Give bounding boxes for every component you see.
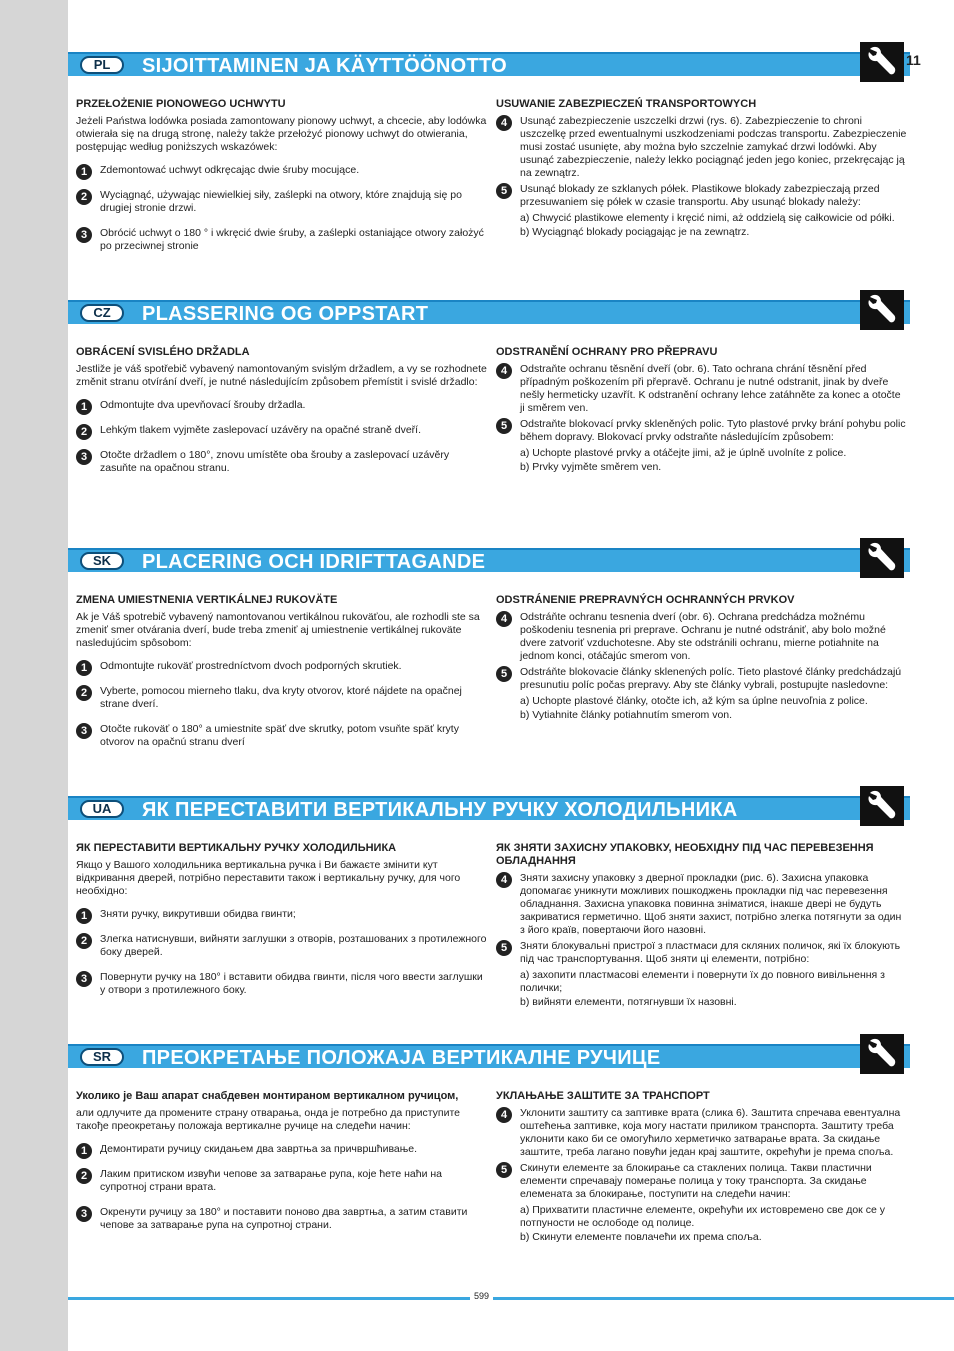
- left-column: [76, 346, 488, 487]
- step-text: Зняти ручку, викрутивши обидва гвинти;: [100, 908, 296, 920]
- wrench-icon: [860, 290, 904, 330]
- instruction-step: [496, 1162, 908, 1201]
- instruction-step: [496, 363, 908, 415]
- instruction-step: [496, 611, 908, 663]
- language-badge: UA: [80, 800, 124, 818]
- sub-step-item: a) Uchopte plastové prvky a otáčejte jimi, až je úplně uvolníte z police.: [520, 447, 847, 459]
- step-text: Otočte rukoväť o 180° a umiestnite späť dve skrutky, potom vsuňte späť kryty otvorov na opačnú stranu dverí: [100, 723, 459, 748]
- section-header-band: [68, 1044, 910, 1068]
- sub-steps: [496, 1204, 908, 1244]
- step-number-icon: 1: [76, 908, 92, 924]
- left-intro: Jestliže je váš spotřebič vybavený namontovaným svislým držadlem, a vy se rozhodnete změnit stranu otvírání dveří, je nutné následujícím způsobem přemístit i svislé držadlo:: [76, 363, 487, 388]
- step-text: Odstráňte ochranu tesnenia dverí (obr. 6). Ochrana predchádza možnému poškodeniu tesnenia pri preprave. Ochranu je nutné odstrániť, aby bolo možné dvere zatvoriť vzduchotesne. Aby ste odstránili ochranu, mierne potiahnite na jednom konci, otáčajúc smerom von.: [520, 611, 886, 662]
- step-text: Окренути ручицу за 180° и поставити поново два завртња, а затим ставити чепове за затварање рупа на супротној страни.: [100, 1206, 468, 1231]
- sub-step-item: b) Vytiahnite články potiahnutím smerom von.: [520, 709, 733, 721]
- step-text: Демонтирати ручицу скидањем два завртња за причвршћивање.: [100, 1143, 418, 1155]
- step-text: Wyciągnąć, używając niewielkiej siły, zaślepki na otwory, które znajdują się po drugiej stronie drzwi.: [100, 189, 462, 214]
- right-heading: ЯК ЗНЯТИ ЗАХИСНУ УПАКОВКУ, НЕОБХІДНУ ПІД ЧАС ПЕРЕВЕЗЕННЯ ОБЛАДНАННЯ: [496, 842, 874, 867]
- step-number-icon: 3: [76, 1206, 92, 1222]
- step-text: Odstraňte blokovací prvky skleněných polic. Tyto plastové prvky brání pohybu polic během dopravy. Blokovací prvky odstraňte následujícím způsobem:: [520, 418, 906, 443]
- step-text: Odstráňte blokovacie články sklenených políc. Tieto plastové články predchádzajú presunutiu políc počas prepravy. Aby ste články vybrali, postupujte nasledovne:: [520, 666, 902, 691]
- wrench-icon: [860, 538, 904, 578]
- instruction-step: [76, 424, 488, 437]
- language-badge: SK: [80, 552, 124, 570]
- right-heading: ODSTRÁNENIE PREPRAVNÝCH OCHRANNÝCH PRVKOV: [496, 594, 795, 606]
- right-heading: ODSTRANĚNÍ OCHRANY PRO PŘEPRAVU: [496, 346, 718, 358]
- step-number-icon: 5: [496, 1162, 512, 1178]
- step-text: Зняти захисну упаковку з дверної прокладки (рис. 6). Захисна упаковка допомагає уникнути можливих пошкоджень прокладки під час перевезення обладнання. Захисна упаковка повинна зніматися, інакше двері не будуть закриватися герметично. Щоб зняти захист, потрібно злегка потягнути за один з його країв, повертаючи його назовні.: [520, 872, 902, 936]
- instruction-step: [496, 418, 908, 444]
- step-number-icon: 1: [76, 660, 92, 676]
- step-number-icon: 4: [496, 363, 512, 379]
- right-heading: USUWANIE ZABEZPIECZEŃ TRANSPORTOWYCH: [496, 98, 757, 110]
- step-number-icon: 3: [76, 723, 92, 739]
- right-column: [496, 594, 908, 723]
- instruction-step: [76, 399, 488, 412]
- right-column: [496, 98, 908, 240]
- step-text: Odmontujte rukoväť prostredníctvom dvoch podporných skrutiek.: [100, 660, 402, 672]
- instruction-step: [76, 660, 488, 673]
- sub-step-item: b) Wyciągnąć blokady pociągając je na zewnątrz.: [520, 226, 750, 238]
- wrench-icon: [860, 786, 904, 826]
- step-text: Зняти блокувальні пристрої з пластмаси для скляних поличок, які їх блокують під час транспортування. Щоб зняти ці елементи, потрібно:: [520, 940, 901, 965]
- sub-step-item: a) Uchopte plastové články, otočte ich, až kým sa úplne neuvoľnia z police.: [520, 695, 868, 707]
- right-column: [496, 842, 908, 1010]
- instruction-step: [76, 1168, 488, 1194]
- sub-step-item: a) захопити пластмасові елементи і повернути їх до повного вивільнення з полички;: [520, 969, 885, 994]
- left-intro: Якщо у Вашого холодильника вертикальна ручка і Ви бажаєте змінити кут відкривання дверей, потрібно переставити також і вертикальну ручку, для чого необхідно:: [76, 859, 461, 897]
- right-column: [496, 1090, 908, 1245]
- left-column: [76, 1090, 488, 1244]
- section-ua: [68, 794, 954, 1056]
- step-number-icon: 3: [76, 227, 92, 243]
- step-text: Odmontujte dva upevňovací šrouby držadla.: [100, 399, 306, 411]
- language-badge: SR: [80, 1048, 124, 1066]
- section-sk: [68, 546, 954, 808]
- step-text: Zdemontować uchwyt odkręcając dwie śruby mocujące.: [100, 164, 360, 176]
- step-number-icon: 2: [76, 189, 92, 205]
- left-heading: ZMENA UMIESTNENIA VERTIKÁLNEJ RUKOVÄTE: [76, 594, 338, 606]
- left-column: [76, 98, 488, 265]
- section-title: SIJOITTAMINEN JA KÄYTTÖÖNOTTO: [142, 55, 508, 77]
- left-intro: Jeżeli Państwa lodówka posiada zamontowany pionowy uchwyt, a chcecie, aby lodówka otwierała się na drugą stronę, należy także przełożyć pionowy uchwyt do otwierania, postępując według poniższych wskazówek:: [76, 115, 487, 153]
- page-gutter: [0, 0, 68, 1351]
- step-number-icon: 5: [496, 183, 512, 199]
- step-text: Уклонити заштиту са заптивке врата (слика 6). Заштита спречава евентуална оштећења заптивке, која могу настати приликом транспорта. Заштиту треба уклонити како би се омогућило херметичко затварање врата. За скидање заштите, треба лагано повући један крај заштите, окрећући је према споља.: [520, 1107, 901, 1158]
- section-header-band: [68, 300, 910, 324]
- step-number-icon: 5: [496, 940, 512, 956]
- step-number-icon: 1: [76, 399, 92, 415]
- instruction-step: [76, 971, 488, 997]
- instruction-step: [496, 115, 908, 180]
- section-title: ПРЕОКРЕТАЊЕ ПОЛОЖАЈА ВЕРТИКАЛНЕ РУЧИЦЕ: [142, 1047, 661, 1069]
- instruction-step: [496, 1107, 908, 1159]
- step-number-icon: 3: [76, 971, 92, 987]
- page-number: 11: [906, 52, 921, 68]
- step-number-icon: 5: [496, 418, 512, 434]
- sub-steps: [496, 447, 908, 474]
- step-text: Лаким притиском извући чепове за затварање рупа, које ћете наћи на супротној страни врата.: [100, 1168, 442, 1193]
- step-number-icon: 4: [496, 611, 512, 627]
- wrench-icon: [860, 1034, 904, 1074]
- step-text: Vyberte, pomocou mierneho tlaku, dva kryty otvorov, ktoré nájdete na opačnej strane dverí.: [100, 685, 462, 710]
- instruction-step: [76, 933, 488, 959]
- step-number-icon: 1: [76, 1143, 92, 1159]
- step-text: Otočte držadlem o 180°, znovu umístěte oba šrouby a zaslepovací uzávěry zasuňte na opačnou stranu.: [100, 449, 450, 474]
- language-badge: CZ: [80, 304, 124, 322]
- step-number-icon: 5: [496, 666, 512, 682]
- section-title: ЯК ПЕРЕСТАВИТИ ВЕРТИКАЛЬНУ РУЧКУ ХОЛОДИЛЬНИКА: [142, 799, 738, 821]
- left-column: [76, 594, 488, 761]
- instruction-step: [76, 164, 488, 177]
- step-number-icon: 4: [496, 115, 512, 131]
- instruction-step: [496, 940, 908, 966]
- instruction-step: [76, 189, 488, 215]
- left-intro: али одлучите да промените страну отварања, онда је потребно да приступите такође преокретању положаја вертикалне ручице на следећи начин:: [76, 1107, 460, 1132]
- section-title: PLACERING OCH IDRIFTTAGANDE: [142, 551, 486, 573]
- instruction-step: [76, 227, 488, 253]
- step-number-icon: 2: [76, 933, 92, 949]
- section-pl: [68, 50, 954, 316]
- section-header-band: [68, 796, 910, 820]
- sub-step-item: a) Chwycić plastikowe elementy i kręcić nimi, aż oddzielą się całkowicie od półki.: [520, 212, 895, 224]
- section-title: PLASSERING OG OPPSTART: [142, 303, 429, 325]
- footer-rule: [68, 1297, 954, 1300]
- instruction-step: [496, 666, 908, 692]
- instruction-step: [496, 183, 908, 209]
- step-number-icon: 4: [496, 1107, 512, 1123]
- right-column: [496, 346, 908, 475]
- section-sr: [68, 1042, 954, 1312]
- step-text: Obrócić uchwyt o 180 ° i wkręcić dwie śruby, a zaślepki ostaniające otwory założyć po przeciwnej stronie: [100, 227, 484, 252]
- step-number-icon: 2: [76, 1168, 92, 1184]
- step-number-icon: 1: [76, 164, 92, 180]
- step-text: Odstraňte ochranu těsnění dveří (obr. 6). Tato ochrana chrání těsnění před případným poškozením při přepravě. Ochranu je nutné odstranit, jinak by dveře nešly hermeticky uzavřít. K odstranění ochrany lehce zatáhněte za konec a otočte ji směrem ven.: [520, 363, 901, 414]
- step-number-icon: 2: [76, 685, 92, 701]
- instruction-step: [76, 1143, 488, 1156]
- sub-step-item: b) Prvky vyjměte směrem ven.: [520, 461, 662, 473]
- section-header-band: [68, 52, 910, 76]
- left-intro: Ak je Váš spotrebič vybavený namontovanou vertikálnou rukoväťou, ale rozhodli ste sa zmeniť smer otvárania dverí, bude treba zmeniť aj umiestnenie vertikálnej rukoväte nasledujúcim spôsobom:: [76, 611, 480, 649]
- section-cz: [68, 298, 954, 560]
- left-heading: ЯК ПЕРЕСТАВИТИ ВЕРТИКАЛЬНУ РУЧКУ ХОЛОДИЛЬНИКА: [76, 842, 397, 854]
- instruction-step: [76, 1206, 488, 1232]
- step-text: Lehkým tlakem vyjměte zaslepovací uzávěry na opačné straně dveří.: [100, 424, 421, 436]
- step-number-icon: 2: [76, 424, 92, 440]
- step-number-icon: 3: [76, 449, 92, 465]
- sub-steps: [496, 969, 908, 1009]
- language-badge: PL: [80, 56, 124, 74]
- left-heading: OBRÁCENÍ SVISLÉHO DRŽADLA: [76, 346, 250, 358]
- sub-steps: [496, 695, 908, 722]
- step-text: Usunąć zabezpieczenie uszczelki drzwi (rys. 6). Zabezpieczenie to chroni uszczelkę przed ewentualnymi uszkodzeniami podczas transportu. Zabezpieczenie musi zostać usunięte, aby można było szczelnie zamykać drzwi lodówki. Aby usunąć zabezpieczenie, należy lekko pociągnąć jeden jego koniec, przekręcając ją na zewnątrz.: [520, 115, 907, 179]
- left-column: [76, 842, 488, 1009]
- sub-step-item: a) Прихватити пластичне елементе, окрећући их истовремено све док се у потпуности не ослободе од полице.: [520, 1204, 885, 1229]
- instruction-step: [76, 723, 488, 749]
- left-heading: PRZEŁOŻENIE PIONOWEGO UCHWYTU: [76, 98, 286, 110]
- instruction-step: [76, 449, 488, 475]
- sub-steps: [496, 212, 908, 239]
- instruction-step: [496, 872, 908, 937]
- sub-step-item: b) Скинути елементе повлачећи их према споља.: [520, 1231, 762, 1243]
- footer-number: 599: [470, 1291, 493, 1301]
- step-number-icon: 4: [496, 872, 512, 888]
- sub-step-item: b) вийняти елементи, потягнувши їх назовні.: [520, 996, 737, 1008]
- section-header-band: [68, 548, 910, 572]
- instruction-step: [76, 908, 488, 921]
- step-text: Повернути ручку на 180° і вставити обидва гвинти, після чого ввести заглушки у отвори з протилежного боку.: [100, 971, 483, 996]
- instruction-step: [76, 685, 488, 711]
- step-text: Usunąć blokady ze szklanych półek. Plastikowe blokady zabezpieczają przed przesuwaniem się półek w czasie transportu. Aby usunąć blokady należy:: [520, 183, 880, 208]
- step-text: Скинути елементе за блокирање са стаклених полица. Такви пластични елементи спречавају померање полица у току транспорта. За скидање елемената за блокирање, поступити на следећи начин:: [520, 1162, 872, 1200]
- wrench-icon: [860, 42, 904, 82]
- step-text: Злегка натиснувши, вийняти заглушки з отворів, розташованих з протилежного боку дверей.: [100, 933, 487, 958]
- right-heading: УКЛАЊАЊЕ ЗАШТИТЕ ЗА ТРАНСПОРТ: [496, 1090, 710, 1102]
- left-heading: Уколико је Ваш апарат снабдевен монтираном вертикалном ручицом,: [76, 1090, 459, 1102]
